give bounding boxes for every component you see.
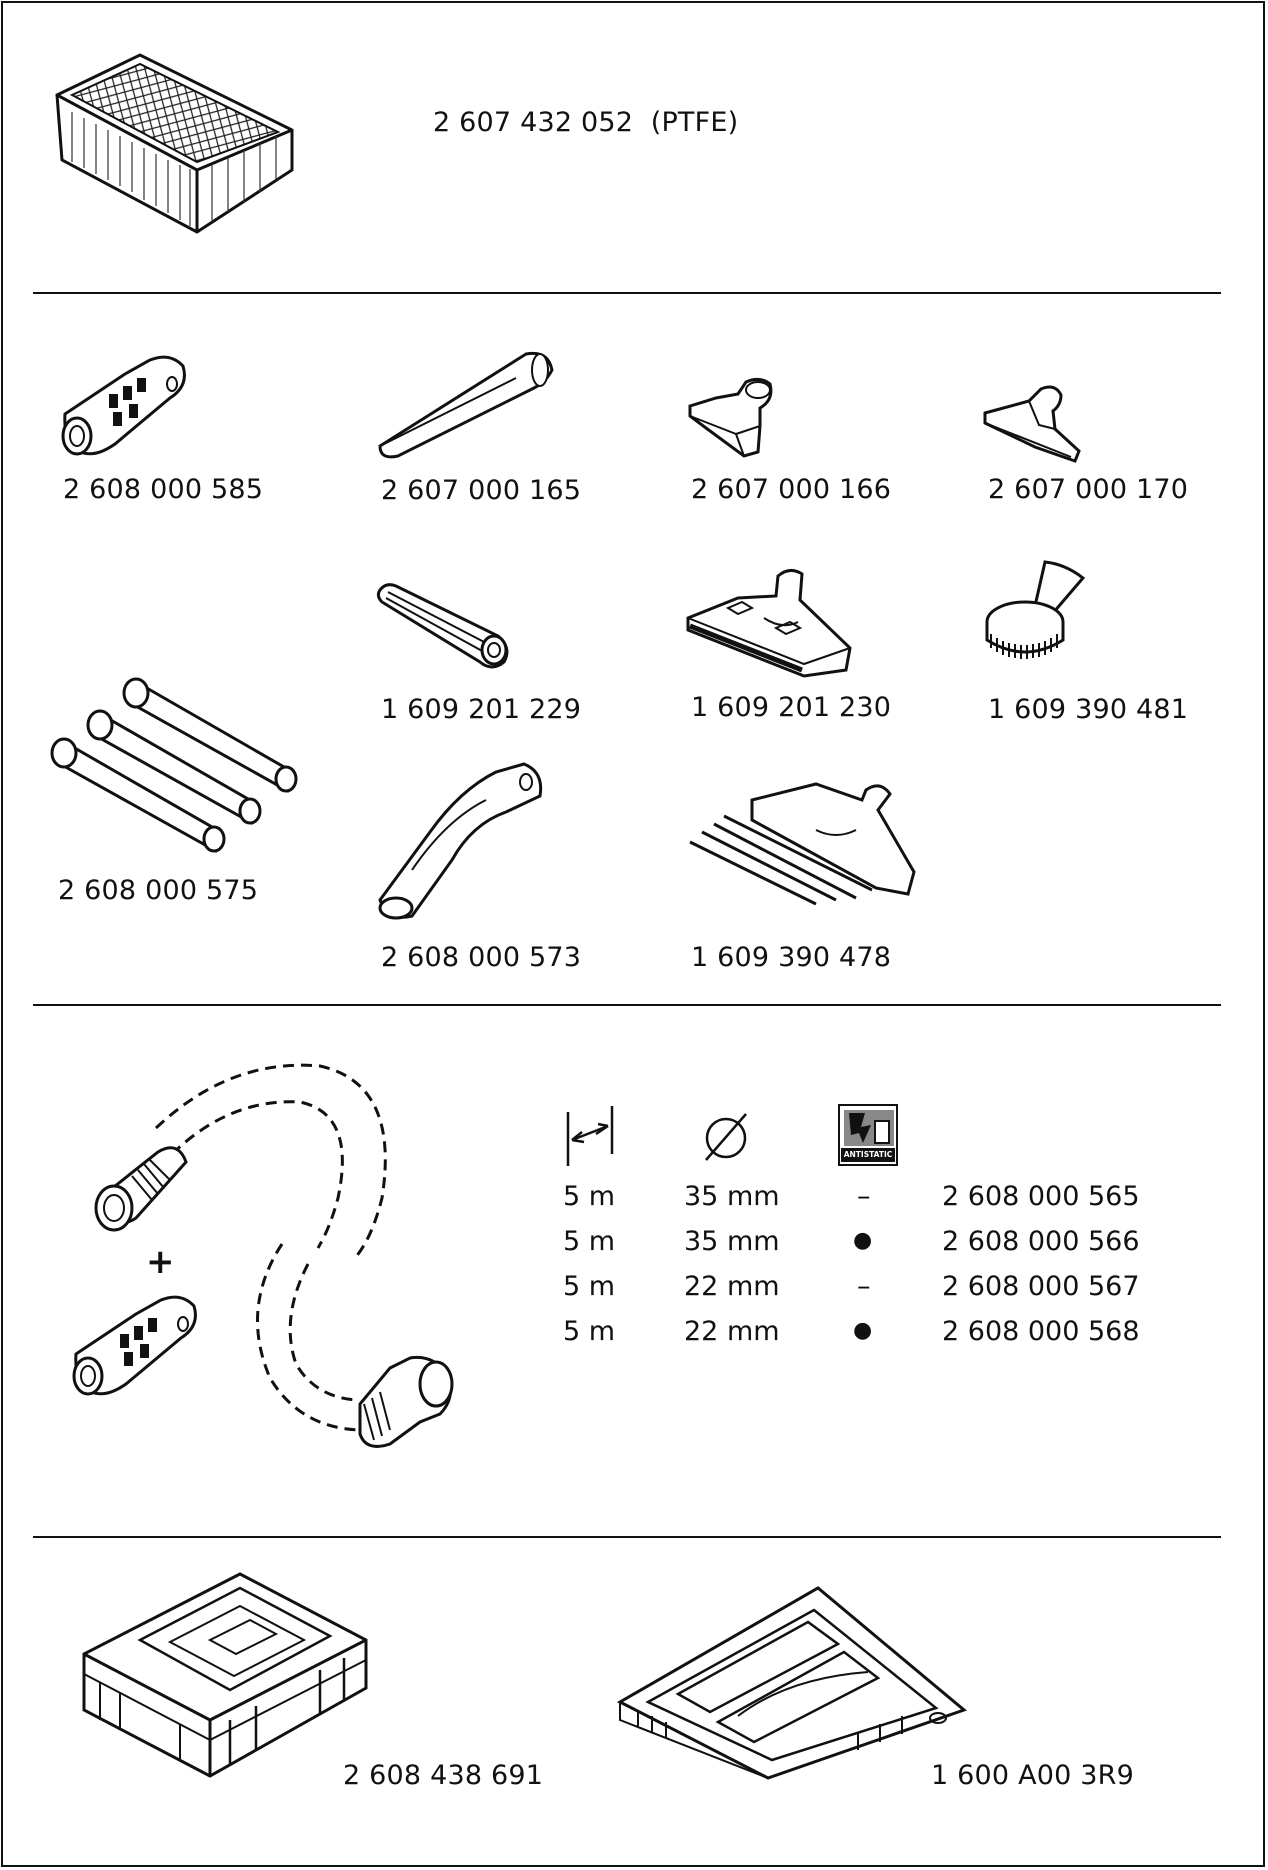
length-icon [564, 1104, 616, 1168]
part-number: 2 607 000 165 [381, 475, 582, 506]
elbow-icon [376, 760, 546, 920]
wet-floor-nozzle-icon [686, 780, 916, 904]
antistatic-cell: – [857, 1271, 871, 1302]
diameter-cell: 22 mm [684, 1271, 780, 1302]
part-number: 2 608 000 568 [942, 1316, 1140, 1347]
length-cell: 5 m [563, 1181, 616, 1212]
length-cell: 5 m [563, 1316, 616, 1347]
hose-adapter-icon [55, 352, 195, 462]
part-number: 1 609 201 230 [691, 692, 892, 723]
diameter-cell: 35 mm [684, 1226, 780, 1257]
part-number: 2 608 000 566 [942, 1226, 1140, 1257]
section-divider [33, 1536, 1221, 1538]
upholstery-nozzle-icon [686, 376, 786, 460]
hose-adapter-icon [66, 1292, 206, 1402]
part-number: 2 608 000 565 [942, 1181, 1140, 1212]
antistatic-cell: – [857, 1181, 871, 1212]
section-divider [33, 1004, 1221, 1006]
part-number: 1 609 390 478 [691, 942, 892, 973]
antistatic-label: ANTISTATIC [841, 1148, 895, 1162]
part-number: 2 607 000 170 [988, 474, 1189, 505]
filter-part-number [433, 107, 738, 138]
diameter-cell: 22 mm [684, 1316, 780, 1347]
part-number: 2 608 000 585 [63, 474, 264, 505]
insert-tray-icon [618, 1582, 968, 1782]
length-cell: 5 m [563, 1271, 616, 1302]
part-number: 1 609 201 229 [381, 694, 582, 725]
crevice-nozzle-icon [376, 348, 556, 458]
antistatic-cell: ● [853, 1318, 873, 1343]
plus-sign: + [146, 1242, 175, 1282]
narrow-crevice-nozzle-icon [376, 582, 516, 670]
part-number: 2 608 000 575 [58, 875, 259, 906]
antistatic-icon [838, 1104, 898, 1166]
length-cell: 5 m [563, 1226, 616, 1257]
material-note: (PTFE) [650, 107, 739, 138]
part-number: 2 608 438 691 [343, 1760, 544, 1791]
diameter-cell: 35 mm [684, 1181, 780, 1212]
part-number: 2 608 000 567 [942, 1271, 1140, 1302]
section-divider [33, 292, 1221, 294]
diameter-icon [702, 1110, 754, 1162]
part-number: 2 607 432 052 [433, 107, 634, 138]
antistatic-cell: ● [853, 1228, 873, 1253]
part-number: 1 609 390 481 [988, 694, 1189, 725]
floor-nozzle-icon [686, 566, 854, 678]
small-nozzle-icon [983, 385, 1085, 465]
filter-icon [52, 50, 297, 240]
extension-tubes-icon [52, 675, 310, 845]
part-number: 2 607 000 166 [691, 474, 892, 505]
part-number: 1 600 A00 3R9 [931, 1760, 1135, 1791]
round-brush-icon [985, 558, 1085, 670]
part-number: 2 608 000 573 [381, 942, 582, 973]
l-boxx-case-icon [80, 1570, 370, 1780]
